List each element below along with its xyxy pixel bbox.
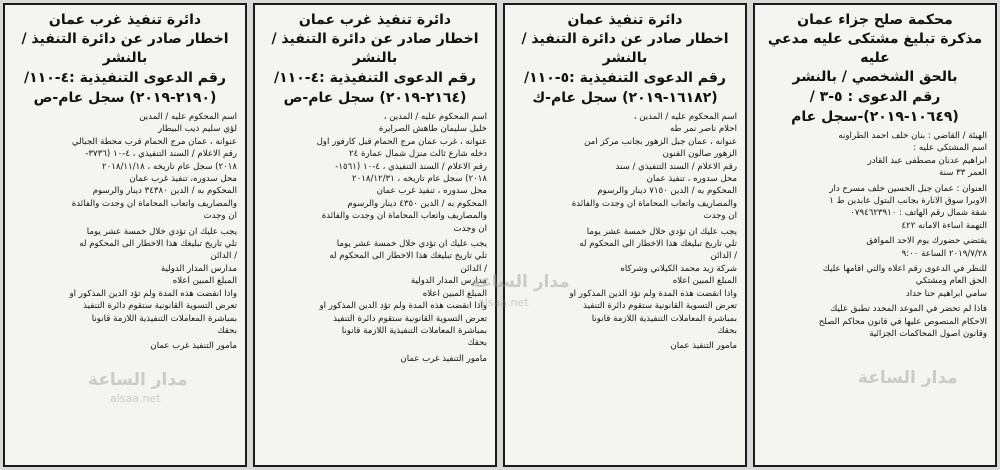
body-line: بمباشرة المعاملات التنفيذية اللازمة قانونا (91, 313, 237, 324)
notice-authority: محكمة صلح جزاء عمان (797, 12, 953, 28)
body-line: دخله شارع ثالث منزل شمال عمارة ٢٤ (349, 149, 487, 160)
body-line: المبلغ المبين اعلاه (422, 288, 487, 299)
body-line: رقم الاعلام / السند التنفيذي ، ٤-١٠ (٣٧٣٦- (85, 149, 237, 160)
notice-footer: مامور التنفيذ عمان (670, 341, 737, 352)
body-line: لؤي سليم ذيب البيطار (157, 124, 237, 135)
notice-title: اخطار صادر عن دائرة التنفيذ / بالنشر (21, 31, 229, 66)
body-line: محل سدوره ، تنفيذ غرب عمان (376, 186, 487, 197)
body-line: شركة زيد محمد الكيلاني وشركاه (620, 263, 737, 274)
body-line: فاذا لم تحضر في الموعد المحدد تطبق عليك (830, 304, 987, 315)
body-line: اسم المشتكى عليه : (913, 143, 987, 154)
body-line: العمر ٣٣ سنة (939, 168, 987, 179)
body-line: اسم المحكوم عليه / المدين ، (633, 112, 737, 122)
body-line: ٢٠١٩/٧/٢٨ الساعة ٩:٠٠ (901, 248, 987, 259)
body-line: المبلغ المبين اعلاه (172, 276, 237, 287)
body-line: مدارس المدار الدولية (410, 276, 487, 287)
case-number: (١٦١٨٢-٢٠١٩) سجل عام-ك (532, 90, 718, 106)
notice-amman-execution (503, 3, 747, 467)
body-line: تلي تاريخ تبليغك هذا الاخطار الى المحكوم له (79, 239, 237, 250)
notice-subtitle: بالحق الشخصي / بالنشر (792, 69, 958, 85)
notice-title: اخطار صادر عن دائرة التنفيذ / بالنشر (521, 31, 729, 66)
body-line: الهيئة / القاضي : بنان خلف احمد الطراونه (838, 131, 987, 141)
notice-authority: دائرة تنفيذ غرب عمان (48, 12, 202, 28)
body-line: واذا انقضت هذه المدة ولم تؤد الدين المذكور او (569, 288, 737, 299)
case-label: رقم الدعوى : ٥-٣ / (809, 89, 941, 105)
watermark-text: مدار الساعة (858, 368, 958, 388)
body-line: يجب عليك ان تؤدي خلال خمسة عشر يوما (586, 226, 737, 237)
notice-title: اخطار صادر عن دائرة التنفيذ / بالنشر (271, 31, 479, 66)
case-number: (١٠٦٤٩-٢٠١٩)-سجل عام (791, 109, 959, 125)
notice-footer: مامور التنفيذ غرب عمان (150, 341, 237, 352)
case-label: رقم الدعوى التنفيذية :٥-١١٠/ (524, 70, 726, 86)
body-line: يقتضي حضورك يوم الاحد الموافق (866, 236, 987, 247)
notice-body (513, 111, 737, 353)
body-line: شقة شمال رقم الهاتف : ٠٧٩٤٦٢٣٩١٠ (850, 208, 987, 219)
body-line: اسم المحكوم عليه / المدين ، (383, 112, 487, 122)
notice-body (263, 111, 487, 365)
body-line: / الدائن (210, 251, 237, 262)
body-line: الحق العام ومشتكي (915, 276, 987, 287)
body-line: تلي تاريخ تبليغك هذا الاخطار الى المحكوم له (579, 239, 737, 250)
body-line: تلي تاريخ تبليغك هذا الاخطار الى المحكوم له (329, 251, 487, 262)
watermark-url: alsaa.net (110, 392, 161, 405)
body-line: وقانون اصول المحاكمات الجزائية (869, 329, 987, 340)
watermark-text: مدار الساعة (88, 370, 188, 390)
body-line: تعرض التسوية القانونية ستقوم دائرة التنفيذ (583, 301, 737, 312)
body-line: ٢٠١٨) سجل عام تاريخه ، ٢٠١٨/١١/١٨ (101, 161, 237, 172)
body-line: عنوانه ، عمان جبل الزهور بجانب مركز امن (584, 136, 737, 147)
notice-west-amman-execution-2 (3, 3, 247, 467)
watermark-url: alsaa.net (478, 296, 529, 309)
notice-authority: دائرة تنفيذ غرب عمان (298, 12, 452, 28)
body-line: واذا انقضت هذه المدة ولم تؤد الدين المذكور او (319, 301, 487, 312)
notice-west-amman-execution-1 (253, 3, 497, 467)
body-line: مدارس المدار الدولية (160, 263, 237, 274)
body-line: المحكوم به / الدين ٧١٥٠ دينار والرسوم (597, 186, 737, 197)
body-line: رقم الاعلام / السند التنفيذي / سند (615, 161, 737, 172)
notice-body (763, 130, 987, 341)
notice-court-summons (753, 3, 997, 467)
body-line: خليل سليمان طاهش الصرايرة (378, 124, 487, 135)
body-line: ابراهيم عدنان مصطفى عبد القادر (867, 155, 987, 166)
body-line: بحقك (467, 338, 487, 349)
body-line: الاوبرا سوق الانارة بجانب البتول عابدين ط ١ (829, 196, 987, 207)
body-line: سامي ابراهيم حنا حداد (905, 288, 987, 299)
body-line: عنوانه ، غرب عمان مرج الحمام قبل كارفور اول (316, 136, 487, 147)
body-line: العنوان : عمان جبل الحسين خلف مسرح دار (829, 183, 987, 194)
body-line: بحقك (217, 325, 237, 336)
body-line: والمصاريف واتعاب المحاماة ان وجدت والفائدة (571, 198, 737, 209)
body-line: محل سدوره، تنفيذ غرب عمان (129, 174, 237, 185)
notice-body (13, 111, 237, 353)
body-line: للنظر في الدعوى رقم اعلاه والتي اقامها عليك (822, 264, 987, 275)
case-label: رقم الدعوى التنفيذية :٤-١١٠/ (24, 70, 226, 86)
body-line: والمصاريف واتعاب المحاماة ان وجدت والفائدة (321, 211, 487, 222)
body-line: اسم المحكوم عليه / المدين (139, 112, 237, 122)
body-line: احلام ناصر نمر طه (670, 124, 737, 135)
body-line: ان وجدت (703, 211, 737, 222)
body-line: المحكوم به / الدين ٤٣٥٠ دينار والرسوم (347, 198, 487, 209)
body-line: بمباشرة المعاملات التنفيذية اللازمة قانونا (341, 325, 487, 336)
case-number: (٢١٦٤-٢٠١٩) سجل عام-ص (283, 90, 467, 106)
notice-authority: دائرة تنفيذ عمان (567, 12, 683, 28)
body-line: ٢٠١٨) سجل عام تاريخه ، ٢٠١٨/١٢/٣١ (351, 174, 487, 185)
body-line: التهمة اساءة الامانه ٤٢٢ (901, 220, 987, 231)
body-line: المحكوم به / الدين ٣٤٣٨٠ دينار والرسوم (92, 186, 237, 197)
notice-footer: مامور التنفيذ غرب عمان (400, 353, 487, 364)
notice-title: مذكرة تبليغ مشتكى عليه مدعي عليه (767, 31, 983, 66)
body-line: الاحكام المنصوص عليها في قانون محاكم الصلح (818, 316, 987, 327)
body-line: يجب عليك ان تؤدي خلال خمسة عشر يوما (86, 226, 237, 237)
body-line: رقم الاعلام / السند التنفيذي ، ٤-١٠ (١٥٦١- (335, 161, 487, 172)
watermark-text: مدار الساعة (470, 272, 570, 292)
body-line: واذا انقضت هذه المدة ولم تؤد الدين المذكور او (69, 288, 237, 299)
case-number: (٢١٩٠-٢٠١٩) سجل عام-ص (33, 90, 217, 106)
body-line: ان وجدت (453, 223, 487, 234)
body-line: بمباشرة المعاملات التنفيذية اللازمة قانونا (591, 313, 737, 324)
case-label: رقم الدعوى التنفيذية :٤-١١٠/ (274, 70, 476, 86)
body-line: بحقك (717, 325, 737, 336)
body-line: محل سدوره ، تنفيذ عمان (646, 174, 737, 185)
body-line: تعرض التسوية القانونية ستقوم دائرة التنفيذ (333, 313, 487, 324)
body-line: الزهور صالون الفنون (662, 149, 737, 160)
body-line: / الدائن (710, 251, 737, 262)
body-line: والمصاريف واتعاب المحاماة ان وجدت والفائدة (71, 198, 237, 209)
body-line: / الدائن (460, 263, 487, 274)
body-line: المبلغ المبين اعلاه (672, 276, 737, 287)
body-line: تعرض التسوية القانونية ستقوم دائرة التنفيذ (83, 301, 237, 312)
body-line: عنوانه ، عمان مرج الحمام قرب محطة الجبالي (71, 136, 237, 147)
body-line: يجب عليك ان تؤدي خلال خمسة عشر يوما (336, 239, 487, 250)
body-line: ان وجدت (203, 211, 237, 222)
